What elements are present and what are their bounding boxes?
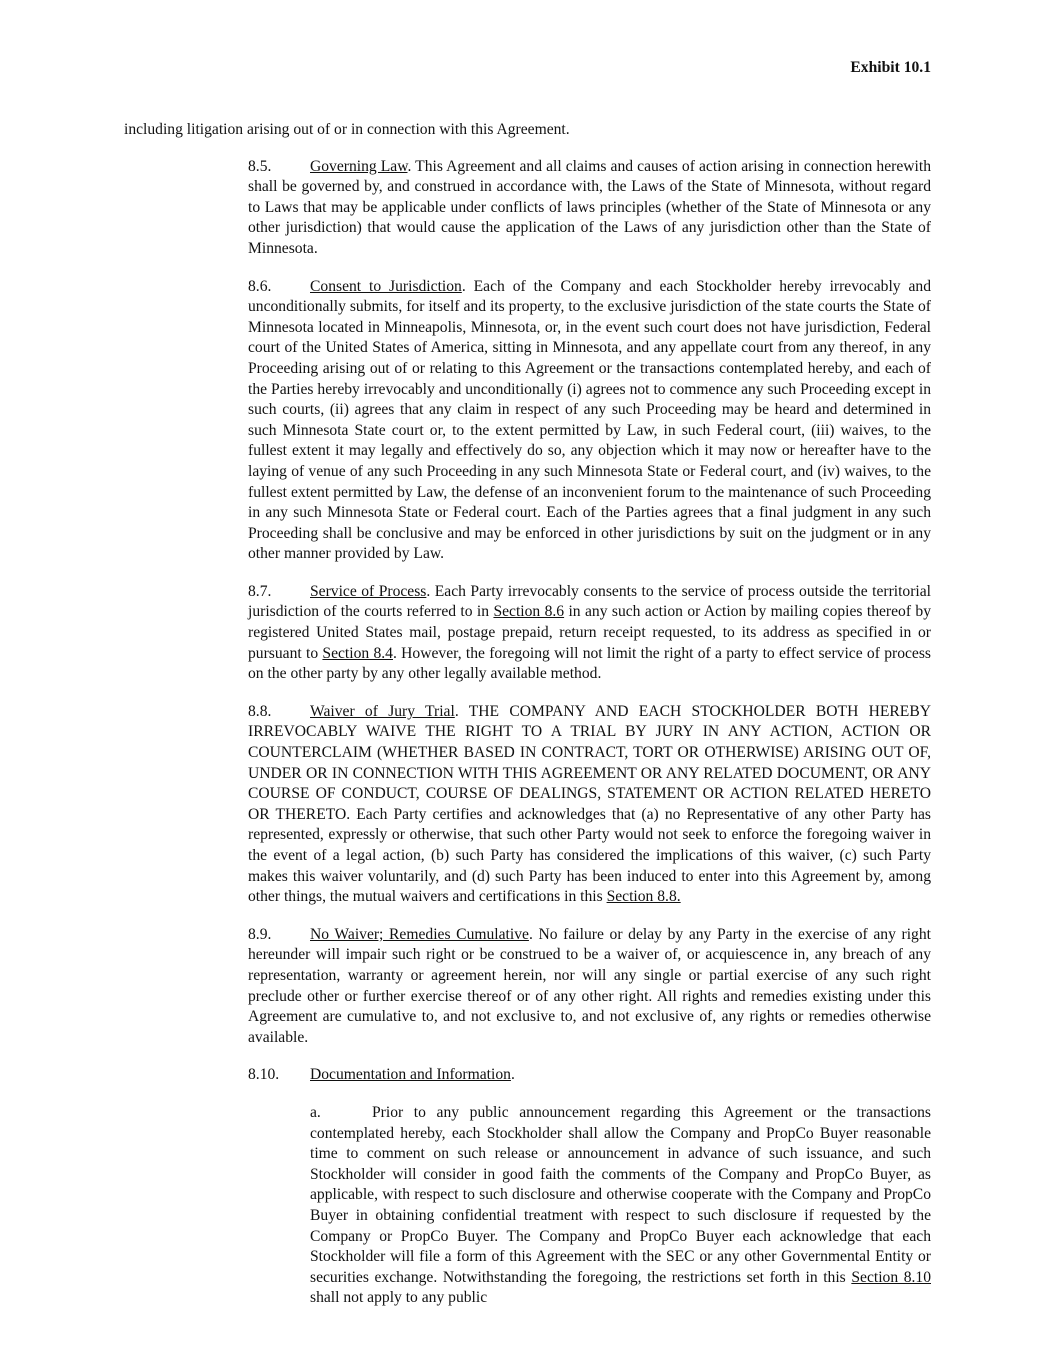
section-8-9	[124, 925, 931, 1049]
section-text: .	[510, 1066, 515, 1084]
section-text: shall not apply to any public	[310, 1289, 488, 1307]
section-text: . This Agreement and all claims and causes of action arising in connection herewith shall be governed by, and construed in accordance with, the Laws of the State of Minnesota, without regard to Laws that may be applicable under conflicts of laws principles (whether of the State of Minnesota or any other jurisdiction) that would cause the application of the Laws of any jurisdiction other than the State of Minnesota.	[248, 157, 931, 257]
section-title: Waiver of Jury Trial	[310, 702, 455, 720]
section-text: . Each Party irrevocably consents to the service of process outside the territorial jurisdiction of the courts referred to in	[248, 582, 932, 621]
section-8-10-reference: Section 8.10	[851, 1268, 931, 1286]
section-number: 8.10.	[248, 1066, 280, 1084]
section-title: Governing Law	[310, 157, 408, 175]
section-8-6	[124, 277, 931, 565]
section-8-10-a	[124, 1103, 931, 1309]
section-text: . THE COMPANY AND EACH STOCKHOLDER BOTH HEREBY IRREVOCABLY WAIVE THE RIGHT TO A TRIAL BY JURY IN ANY ACTION, ACTION OR COUNTERCLAIM (WHETHER BASED IN CONTRACT, TORT OR OTHERWISE) ARISING OUT OF, UNDER OR IN CONNECTION WITH THIS AGREEMENT OR ANY RELATED DOCUMENT, OR ANY COURSE OF CONDUCT, COURSE OF DEALINGS, STATEMENT OR ACTION RELATED HERETO OR THERETO. Each Party certifies and acknowledges that (a) no Representative of any other Party has represented, expressly or otherwise, that such other Party would not seek to enforce the foregoing waiver in the event of a legal action, (b) such Party has considered the implications of this waiver, (c) such Party makes this waiver voluntarily, and (d) such Party has been induced to enter into this Agreement by, among other things, the mutual waivers and certifications in this	[248, 702, 931, 906]
section-number: 8.8.	[248, 702, 272, 720]
section-text: . Each of the Company and each Stockholder hereby irrevocably and unconditionally submits, for itself and its property, to the exclusive jurisdiction of the state courts the State of Minnesota located in Minneapolis, Minnesota, or, in the event such court does not have jurisdiction, Federal court of the United States of America, sitting in Minnesota, and any appellate court from any thereof, in any Proceeding arising out of or relating to this Agreement or the transactions contemplated hereby, and each of the Parties hereby irrevocably and unconditionally (i) agrees not to commence any such Proceeding except in such courts, (ii) agrees that any claim in respect of any such Proceeding may be heard and determined in such Minnesota State court or, to the extent permitted by Law, in such Federal court, (iii) waives, to the fullest extent it may legally and effectively do so, any objection which it may now or hereafter have to the laying of venue of any such Proceeding in any such Minnesota State or Federal court, and (iv) waives, to the fullest extent permitted by Law, the defense of an inconvenient forum to the maintenance of such Proceeding in any such Minnesota State or Federal court. Each of the Parties agrees that a final judgment in any such Proceeding shall be conclusive and may be enforced in other jurisdictions by suit on the judgment or in any other manner provided by Law.	[248, 277, 931, 563]
section-8-4-reference: Section 8.4	[322, 644, 393, 662]
section-title: Service of Process	[310, 582, 427, 600]
section-number: 8.6.	[248, 277, 272, 295]
section-text: Prior to any public announcement regarding this Agreement or the transactions contemplated hereby, each Stockholder shall allow the Company and PropCo Buyer reasonable time to comment on such release or announcement in advance of such issuance, and such Stockholder will consider in good faith the comments of the Company and PropCo Buyer, as applicable, with respect to such disclosure and otherwise cooperate with the Company and PropCo Buyer in obtaining confidential treatment with respect to such disclosure if requested by the Company or PropCo Buyer. The Company and PropCo Buyer each acknowledge that each Stockholder will file a form of this Agreement with the SEC or any other Governmental Entity or securities exchange. Notwithstanding the foregoing, the restrictions set forth in this	[310, 1103, 931, 1286]
section-8-5	[124, 157, 931, 260]
continuation-paragraph: including litigation arising out of or in connection with this Agreement.	[124, 121, 570, 138]
section-title: Documentation and Information	[310, 1066, 511, 1084]
section-number: 8.9.	[248, 925, 272, 943]
section-title: Consent to Jurisdiction	[310, 277, 462, 295]
section-number: 8.5.	[248, 157, 272, 175]
section-text: . No failure or delay by any Party in the exercise of any right hereunder will impair such right or be construed to be a waiver of, or acquiescence in, any breach of any representation, warranty or agreement herein, nor will any single or partial exercise of any such right preclude other or further exercise thereof or of any other right. All rights and remedies existing under this Agreement are cumulative to, and not exclusive to, and not exclusive of, any rights or remedies otherwise available.	[248, 925, 931, 1046]
section-text: . However, the foregoing will not limit the right of a party to effect service of process on the other party by any other legally available method.	[248, 644, 931, 683]
section-title: No Waiver; Remedies Cumulative	[310, 925, 529, 943]
section-8-10	[124, 1065, 931, 1086]
section-8-8	[124, 702, 931, 908]
section-8-7	[124, 582, 931, 685]
section-text: in any such action or Action by mailing copies thereof by registered United States mail, postage prepaid, return receipt requested, to its address as specified in or pursuant to	[248, 603, 931, 662]
exhibit-label: Exhibit 10.1	[850, 59, 931, 76]
section-number: 8.7.	[248, 582, 272, 600]
document-body	[124, 120, 931, 1326]
section-8-6-reference: Section 8.6	[493, 603, 565, 621]
section-8-8-reference: Section 8.8.	[606, 888, 681, 906]
subsection-letter: a.	[310, 1103, 321, 1121]
